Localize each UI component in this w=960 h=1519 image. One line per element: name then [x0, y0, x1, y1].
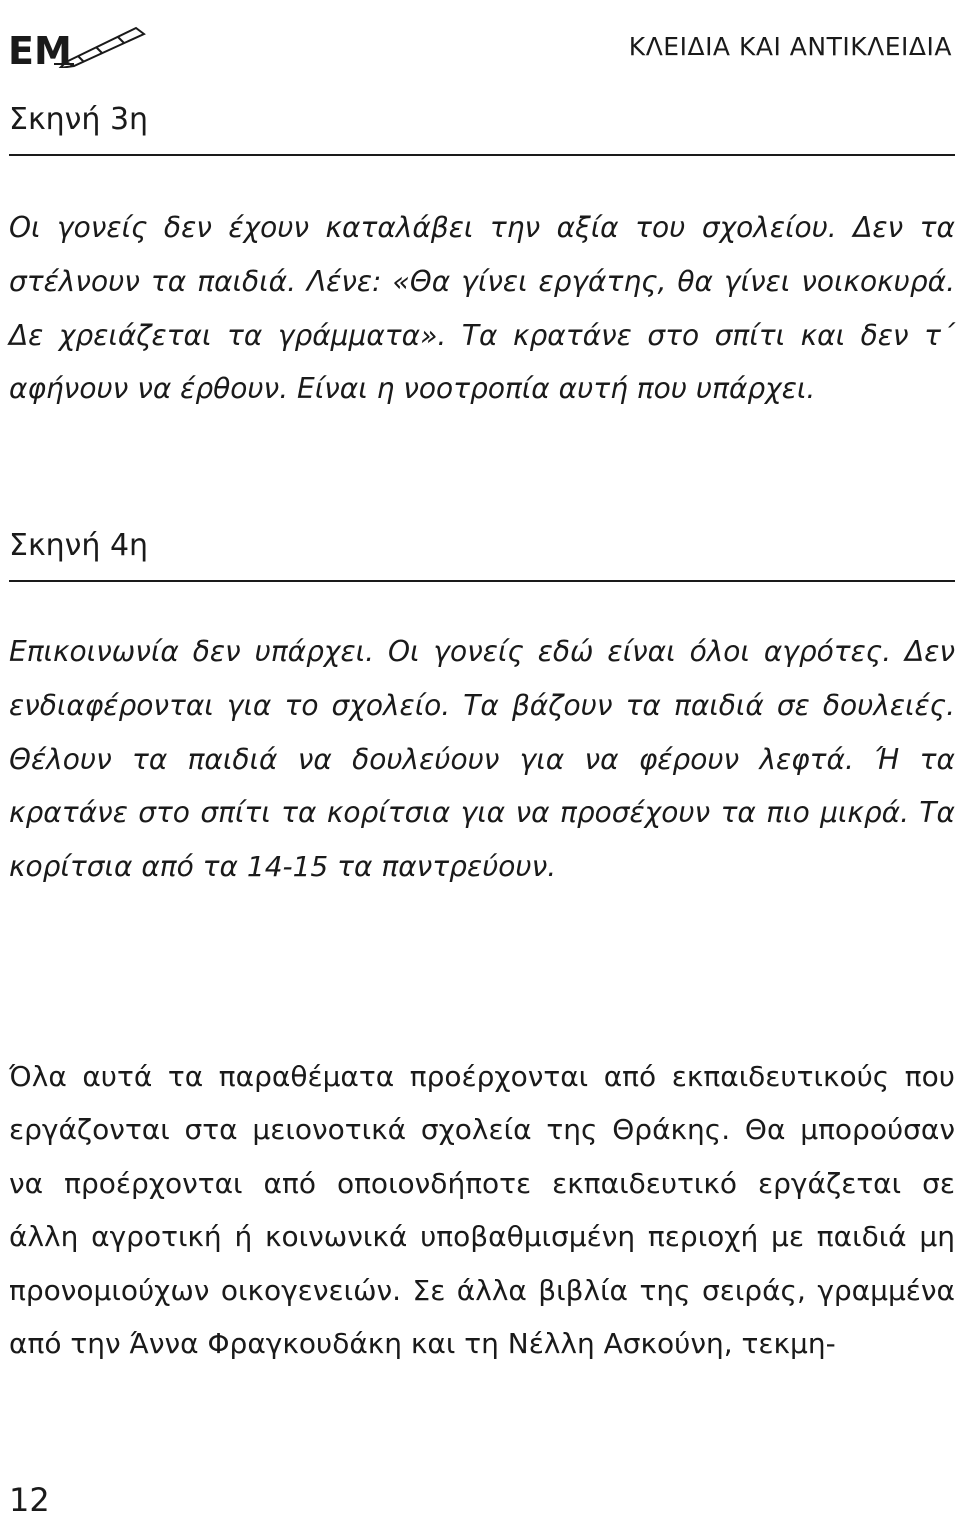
page-number: 12	[9, 1481, 50, 1519]
publisher-logo-pen-icon	[8, 24, 148, 68]
logo-text: EM	[8, 29, 72, 68]
book-title: ΚΛΕΙΔΙΑ ΚΑΙ ΑΝΤΙΚΛΕΙΔΙΑ	[628, 32, 952, 61]
page-header	[8, 22, 954, 68]
scene-4-quote: Επικοινωνία δεν υπάρχει. Οι γονείς εδώ είναι όλοι αγρότες. Δεν ενδιαφέρονται για το σχολείο. Τα βάζουν τα παιδιά σε δουλειές. Θέλουν τα παιδιά να δουλεύουν για να φέρουν λεφτά. Ή τα κρατάνε στο σπίτι τα κορίτσια για να προσέχουν τα πιο μικρά. Τα κορίτσια από τα 14-15 τα παντρεύουν.	[9, 635, 955, 884]
scene-3-quote: Οι γονείς δεν έχουν καταλάβει την αξία του σχολείου. Δεν τα στέλνουν τα παιδιά. Λένε: «Θα γίνει εργάτης, θα γίνει νοικοκυρά. Δε χρειάζεται τα γράμματα». Τα κρατάνε στο σπίτι και δεν τ΄ αφήνουν να έρθουν. Είναι η νοοτροπία αυτή που υπάρχει.	[9, 211, 955, 406]
closing-paragraph: Όλα αυτά τα παραθέματα προέρχονται από εκπαιδευτικούς που εργάζονται στα μειονοτικά σχολεία της Θράκης. Θα μπορούσαν να προέρχονται από οποιονδήποτε εκπαιδευτικό εργάζεται σε άλλη αγροτική ή κοινωνικά υποβαθμισμένη περιοχή με παιδιά μη προνομιούχων οικογενειών. Σε άλλα βιβλία της σειράς, γραμμένα από την Άννα Φραγκουδάκη και τη Νέλλη Ασκούνη, τεκμη-	[9, 1060, 955, 1361]
scene-3-heading: Σκηνή 3η	[9, 100, 955, 156]
scene-4-heading: Σκηνή 4η	[9, 526, 955, 582]
